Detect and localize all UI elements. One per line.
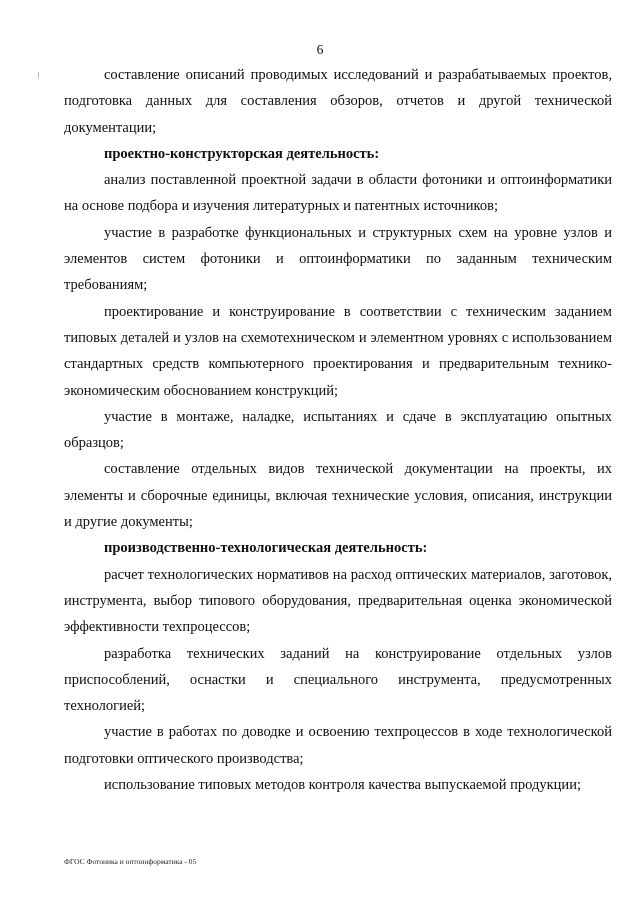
paragraph: разработка технических заданий на конструирование отдельных узлов приспособлений, оснастки и специального инструмента, предусмотренных технологией;	[64, 645, 612, 715]
section-heading: проектно-конструкторская деятельность:	[104, 145, 380, 162]
paragraph: расчет технологических нормативов на расход оптических материалов, заготовок, инструмента, выбор типового оборудования, предварительная оценка экономической эффективности техпроцессов;	[64, 566, 612, 636]
paragraph: участие в разработке функциональных и структурных схем на уровне узлов и элементов систем фотоники и оптоинформатики по заданным техническим требованиям;	[64, 224, 612, 294]
page-footer: ФГОС Фотоника и оптоинформатика - 05	[64, 857, 197, 866]
paragraph: участие в работах по доводке и освоению техпроцессов в ходе технологической подготовки оптического производства;	[64, 724, 612, 767]
section-heading: производственно-технологическая деятельность:	[104, 540, 428, 557]
paragraph: анализ поставленной проектной задачи в области фотоники и оптоинформатики на основе подбора и изучения литературных и патентных источников;	[64, 172, 612, 215]
scan-mark	[38, 72, 39, 78]
document-body	[64, 62, 612, 798]
paragraph: проектирование и конструирование в соответствии с техническим заданием типовых деталей и узлов на схемотехническом и элементном уровнях с использованием стандартных средств компьютерного проектирования и предварительным технико-экономическим обоснованием конструкций;	[64, 303, 612, 399]
paragraph: участие в монтаже, наладке, испытаниях и сдаче в эксплуатацию опытных образцов;	[64, 408, 612, 452]
paragraph: использование типовых методов контроля качества выпускаемой продукции;	[104, 777, 581, 794]
page-number: 6	[316, 42, 324, 57]
paragraph: составление описаний проводимых исследований и разрабатываемых проектов, подготовка данных для составления обзоров, отчетов и другой технической документации;	[64, 67, 612, 136]
paragraph: составление отдельных видов технической документации на проекты, их элементы и сборочные единицы, включая технические условия, описания, инструкции и другие документы;	[64, 461, 612, 531]
